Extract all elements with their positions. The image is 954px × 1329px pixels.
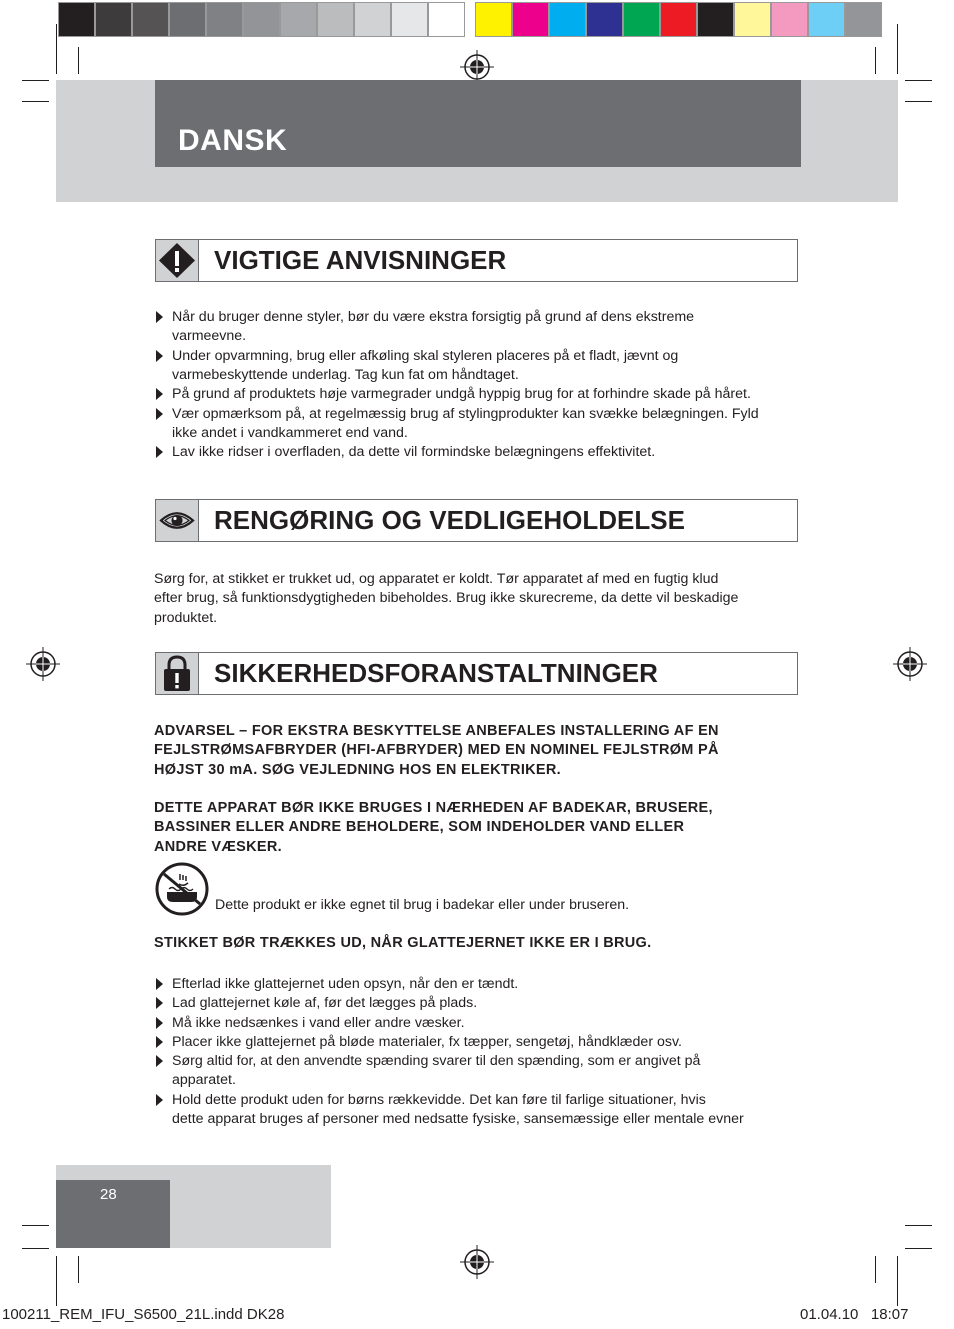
gray-swatch (132, 2, 169, 37)
bath-note: Dette produkt er ikke egnet til brug i badekar eller under bruseren. (215, 897, 630, 913)
crop-mark (22, 1225, 49, 1226)
registration-mark-icon (26, 647, 60, 681)
bullet-text: varmebeskyttende underlag. Tag kun fat om håndtaget. (172, 366, 519, 383)
bullet-text: Lad glattejernet køle af, før det lægges på plads. (172, 995, 478, 1012)
gray-swatch (95, 2, 132, 37)
crop-mark (22, 101, 49, 102)
bullet-triangle-icon (156, 997, 163, 1009)
no-bath-icon (155, 862, 209, 916)
section-icon-box (156, 500, 199, 541)
gray-swatch (280, 2, 317, 37)
warning-icon (156, 240, 198, 281)
crop-mark (78, 47, 79, 74)
bullet-triangle-icon (156, 1036, 163, 1048)
page-title: DANSK (178, 124, 288, 157)
color-swatch (660, 2, 697, 37)
warning-line: FEJLSTRØMSAFBRYDER (HFI-AFBRYDER) MED EN NOMINEL FEJLSTRØM PÅ (154, 742, 719, 759)
warning-line: ANDRE VÆSKER. (154, 838, 282, 855)
bullet-triangle-icon (156, 408, 163, 420)
crop-mark (897, 24, 898, 74)
bullet-item (154, 347, 794, 386)
section-header-safety (155, 652, 798, 695)
bullet-text: Lav ikke ridser i overfladen, da dette vil formindske belægningens effektivitet. (172, 444, 656, 461)
color-swatch (734, 2, 771, 37)
warning-line: DETTE APPARAT BØR IKKE BRUGES I NÆRHEDEN AF BADEKAR, BRUSERE, (154, 800, 713, 816)
bullet-text: Når du bruger denne styler, bør du være ekstra forsigtig på grund af dens ekstreme (172, 309, 695, 325)
section-icon-box (156, 240, 199, 281)
bullet-text: Hold dette produkt uden for børns rækkevidde. Det kan føre til farlige situationer, hvis (172, 1091, 706, 1108)
crop-mark (905, 1248, 932, 1249)
crop-mark (78, 1256, 79, 1283)
color-swatch (549, 2, 586, 37)
section-title: RENGØRING OG VEDLIGEHOLDELSE (214, 505, 685, 535)
bullet-triangle-icon (156, 1017, 163, 1029)
bullet-item (154, 405, 794, 444)
color-swatch (512, 2, 549, 37)
bullet-text: På grund af produktets høje varmegrader undgå hyppig brug for at forhindre skade på håret. (172, 386, 751, 403)
paragraph-line: efter brug, så funktionsdygtigheden bibeholdes. Brug ikke skurecreme, da dette vil beskadige (154, 590, 739, 607)
bullet-item (154, 1033, 794, 1052)
bullet-text: Placer ikke glattejernet på bløde materialer, fx tæpper, sengetøj, håndklæder osv. (172, 1033, 682, 1050)
bullet-item (154, 385, 794, 404)
registration-mark-icon (460, 50, 494, 84)
crop-mark (905, 101, 932, 102)
bullet-triangle-icon (156, 1094, 163, 1106)
cleaning-paragraph (154, 570, 804, 628)
gray-swatch (243, 2, 280, 37)
gray-swatch (428, 2, 465, 37)
gray-swatch (58, 2, 95, 37)
paragraph-line: Sørg for, at stikket er trukket ud, og apparatet er koldt. Tør apparatet af med en fugtig klud (154, 571, 719, 587)
file-slug: 100211_REM_IFU_S6500_21L.indd DK28 (2, 1306, 285, 1323)
crop-mark (56, 24, 57, 74)
bullet-text: dette apparat bruges af personer med nedsatte fysiske, sansemæssige eller mentale evner (172, 1111, 744, 1128)
page-number: 28 (100, 1186, 117, 1203)
gray-swatch (169, 2, 206, 37)
crop-mark (897, 1256, 898, 1306)
bullet-item (154, 994, 794, 1013)
bullet-text: apparatet. (172, 1072, 236, 1089)
water-warning (154, 799, 804, 857)
crop-mark (56, 1256, 57, 1306)
warning-line: ADVARSEL – FOR EKSTRA BESKYTTELSE ANBEFALES INSTALLERING AF EN (154, 723, 719, 739)
bullet-item (154, 1014, 794, 1033)
color-swatch (623, 2, 660, 37)
bullet-triangle-icon (156, 350, 163, 362)
rcd-warning (154, 722, 804, 780)
bullet-text: Må ikke nedsænkes i vand eller andre væsker. (172, 1014, 465, 1031)
date-time-slug: 01.04.10 18:07 (800, 1306, 909, 1323)
section-header-important (155, 239, 798, 282)
section-header-cleaning (155, 499, 798, 542)
swatch-gap (465, 2, 475, 40)
gray-swatch (354, 2, 391, 37)
crop-mark (875, 1256, 876, 1283)
section-title: VIGTIGE ANVISNINGER (214, 245, 507, 275)
color-swatch (808, 2, 845, 37)
bullet-item (154, 975, 794, 994)
bullet-text: Efterlad ikke glattejernet uden opsyn, når den er tændt. (172, 976, 519, 992)
crop-mark (875, 47, 876, 74)
bullet-triangle-icon (156, 1055, 163, 1067)
color-calibration-bar (58, 2, 882, 40)
bullet-triangle-icon (156, 311, 163, 323)
gray-swatch (317, 2, 354, 37)
bullet-text: ikke andet i vandkammeret end vand. (172, 424, 408, 441)
section-title: SIKKERHEDSFORANSTALTNINGER (214, 658, 658, 688)
bullet-text: varmeevne. (172, 328, 247, 345)
gray-swatch (206, 2, 243, 37)
color-swatch (697, 2, 734, 37)
crop-mark (22, 1248, 49, 1249)
section-icon-box (156, 653, 199, 694)
crop-mark (905, 80, 932, 81)
bullet-triangle-icon (156, 388, 163, 400)
eye-icon (156, 500, 198, 541)
bullet-triangle-icon (156, 446, 163, 458)
color-swatch (771, 2, 808, 37)
warning-line: HØJST 30 mA. SØG VEJLEDNING HOS EN ELEKTRIKER. (154, 761, 561, 778)
bullet-text: Vær opmærksom på, at regelmæssig brug af stylingprodukter kan svække belægningen. Fyld (172, 405, 759, 422)
color-swatch (475, 2, 512, 37)
registration-mark-icon (460, 1245, 494, 1279)
padlock-warning-icon (156, 653, 198, 694)
bullet-text: Sørg altid for, at den anvendte spænding svarer til den spænding, som er angivet på (172, 1053, 701, 1070)
color-swatch (586, 2, 623, 37)
bullet-text: Under opvarmning, brug eller afkøling skal styleren placeres på et fladt, jævnt og (172, 347, 679, 364)
bullet-item (154, 443, 794, 462)
paragraph-line: produktet. (154, 609, 218, 626)
color-swatch (845, 2, 882, 37)
warning-line: BASSINER ELLER ANDRE BEHOLDERE, SOM INDEHOLDER VAND ELLER (154, 819, 685, 836)
gray-swatch (391, 2, 428, 37)
bullet-triangle-icon (156, 978, 163, 990)
unplug-warning: STIKKET BØR TRÆKKES UD, NÅR GLATTEJERNET IKKE ER I BRUG. (154, 935, 652, 951)
bullet-item (154, 308, 794, 347)
registration-mark-icon (893, 647, 927, 681)
crop-mark (22, 80, 49, 81)
crop-mark (905, 1225, 932, 1226)
bullet-item (154, 1091, 794, 1130)
bullet-item (154, 1052, 794, 1091)
